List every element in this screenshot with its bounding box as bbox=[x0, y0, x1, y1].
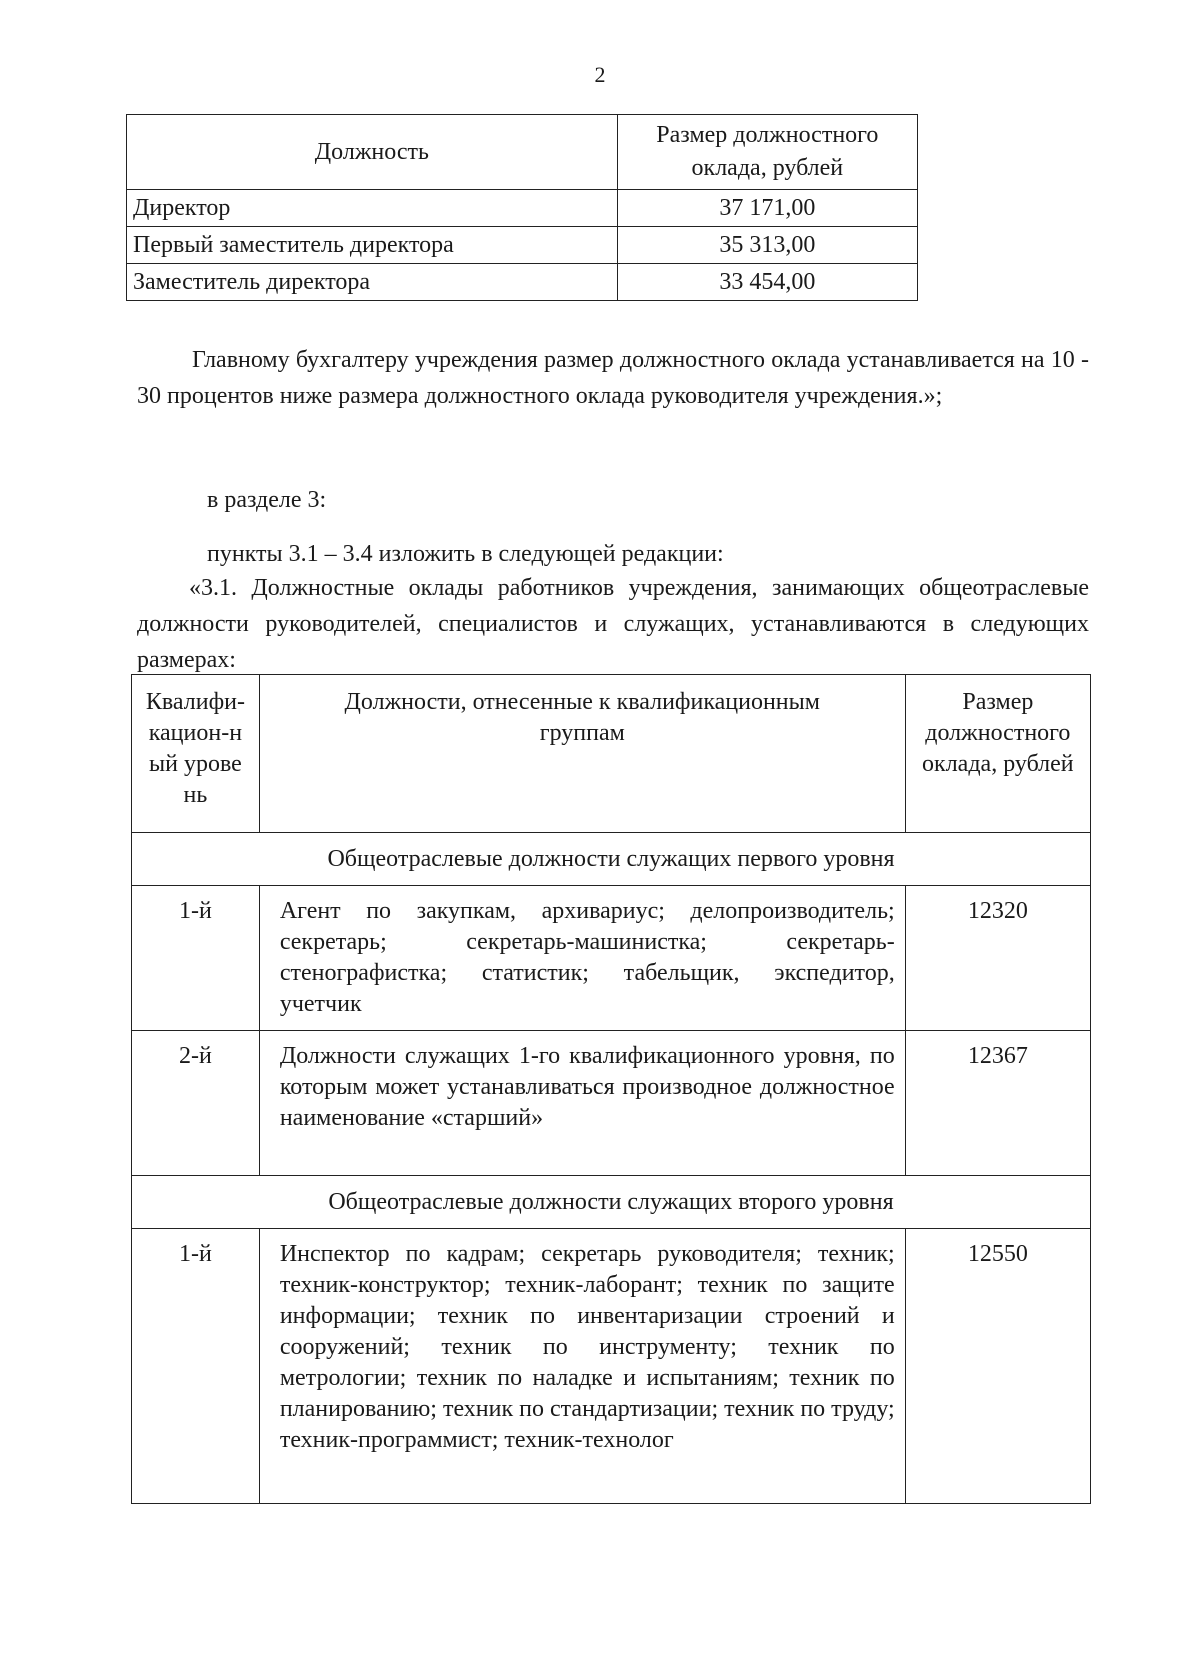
header-position: Должность bbox=[127, 115, 618, 190]
clause-3-1-paragraph: «3.1. Должностные оклады работников учреждения, занимающих общеотраслевые должности руководителей, специалистов и служащих, устанавливаются в следующих размерах: bbox=[137, 575, 1089, 673]
header-salary: Размер должностного оклада, рублей bbox=[905, 675, 1090, 833]
points-paragraph: пункты 3.1 – 3.4 изложить в следующей редакции: bbox=[207, 541, 724, 567]
salary-cell: 33 454,00 bbox=[617, 264, 917, 301]
level-cell: 2-й bbox=[132, 1031, 260, 1176]
level-cell: 1-й bbox=[132, 886, 260, 1031]
salary-cell: 35 313,00 bbox=[617, 227, 917, 264]
header-level-text: Квалифи-кацион-ный уровень bbox=[145, 689, 245, 808]
group-row bbox=[132, 833, 1091, 886]
director-salary-table bbox=[126, 114, 918, 301]
table-row bbox=[127, 264, 918, 301]
positions-cell: Инспектор по кадрам; секретарь руководителя; техник; техник-конструктор; техник-лаборант; техник по защите информации; техник по инвентаризации строений и сооружений; техник по инструменту; техник по метрологии; техник по наладке и испытаниям; техник по планированию; техник по стандартизации; техник по труду; техник-программист; техник-технолог bbox=[259, 1229, 905, 1504]
level-cell: 1-й bbox=[132, 1229, 260, 1504]
salary-cell: 12550 bbox=[905, 1229, 1090, 1504]
salary-cell: 12367 bbox=[905, 1031, 1090, 1176]
chief-accountant-paragraph: Главному бухгалтеру учреждения размер должностного оклада устанавливается на 10 - 30 процентов ниже размера должностного оклада руководителя учреждения.»; bbox=[137, 347, 1089, 409]
header-salary: Размер должностного оклада, рублей bbox=[617, 115, 917, 190]
position-cell: Директор bbox=[127, 190, 618, 227]
group-title: Общеотраслевые должности служащих первого уровня bbox=[132, 833, 1091, 886]
header-level bbox=[132, 675, 260, 833]
qualification-salary-table bbox=[131, 674, 1091, 1504]
page-number: 2 bbox=[594, 62, 606, 87]
salary-cell: 37 171,00 bbox=[617, 190, 917, 227]
section-paragraph: в разделе 3: bbox=[207, 487, 327, 513]
group-row bbox=[132, 1176, 1091, 1229]
table-row bbox=[127, 227, 918, 264]
table-row bbox=[127, 190, 918, 227]
table-row bbox=[132, 1229, 1091, 1504]
group-title: Общеотраслевые должности служащих второго уровня bbox=[132, 1176, 1091, 1229]
header-positions: Должности, отнесенные к квалификационным группам bbox=[259, 675, 905, 833]
position-cell: Первый заместитель директора bbox=[127, 227, 618, 264]
table-header-row bbox=[127, 115, 918, 190]
position-cell: Заместитель директора bbox=[127, 264, 618, 301]
positions-cell: Должности служащих 1-го квалификационного уровня, по которым может устанавливаться производное должностное наименование «старший» bbox=[259, 1031, 905, 1176]
table-row bbox=[132, 1031, 1091, 1176]
positions-cell: Агент по закупкам, архивариус; делопроизводитель; секретарь; секретарь-машинистка; секретарь-стенографистка; статистик; табельщик, экспедитор, учетчик bbox=[259, 886, 905, 1031]
salary-cell: 12320 bbox=[905, 886, 1090, 1031]
table-row bbox=[132, 886, 1091, 1031]
table-header-row bbox=[132, 675, 1091, 833]
